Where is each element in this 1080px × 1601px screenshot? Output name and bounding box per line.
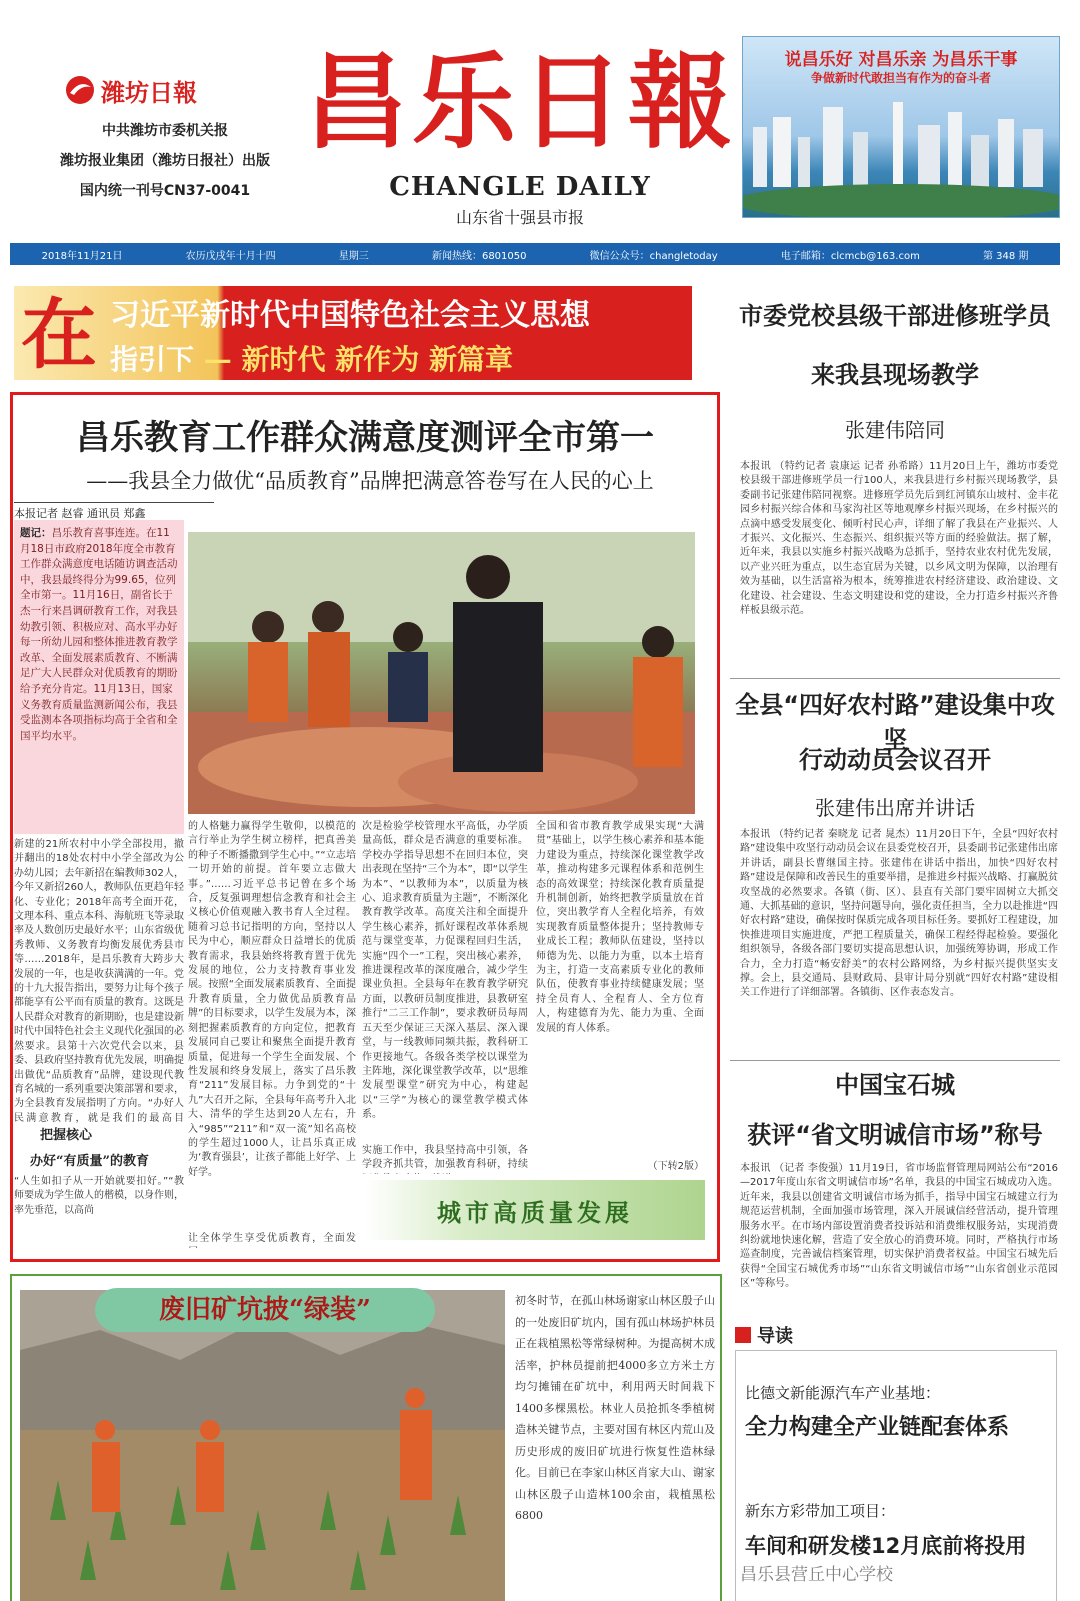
article1-text: 本报讯 （特约记者 袁康运 记者 孙希路）11月20日上午，潍坊市委党校县级干部进修班学员一行100人，来我县进行乡村振兴现场教学，县委副书记张建伟陪同视察。进修班学员先后到红河镇东山坡村、金丰花园乡村振兴综合体和马家沟社区等地观摩乡村振兴现场，在乡村振兴的点滴中感受发展变化、倾听村民心声，详细了解了我县在产业振兴、人才振兴、文化振兴、生态振兴、组织振兴等方面的经验做法。据了解，近年来，我县以实施乡村振兴战略为总抓手，坚持农业农村优先发展，以产业兴旺为重点，以生态宜居为关键，以乡风文明为保障，以治理有效为基础，以生活富裕为根本，统筹推进农村经济建设、政治建设、文化建设、社会建设、生态文明建设和党的建设，全力打造乡村振兴齐鲁样板县级示范。 [740,461,1058,617]
article3-text: 本报讯 （记者 李俊强）11月19日，省市场监督管理局网站公布“2016—2017年度山东省文明诚信市场”名单，我县的中国宝石城成功入选。近年来，我县以创建省文明诚信市场为抓手，指导中国宝石城建立行为规范运营机制，全面加强市场管理，深入开展诚信经营活动，提升管理服务水平。在市场内部设置消费者投诉站和消费维权服务站，实现消费纠纷就地快速化解，营造了安全放心的消费环境。同时，严格执行市场巡查制度，完善诚信档案管理，切实保护消费者权益。中国宝石城先后获得“全国宝石城优秀市场”“山东省文明诚信市场”“山东省创业示范园区”等称号。 [740,1163,1058,1290]
article1-title3: 张建伟陪同 [845,418,945,442]
org-line2: 潍坊报业集团（潍坊日报社）出版 [60,153,270,169]
newspaper-subtitle: 山东省十强县市报 [455,208,584,227]
guide-heading [735,1322,855,1348]
guide2-title[interactable]: 车间和研发楼12月底前将投用 [745,1534,1027,1558]
org-line3: 国内统一刊号CN37-0041 [79,183,251,199]
article3-title1: 中国宝石城 [835,1071,955,1099]
weifang-daily-logo [65,70,245,110]
city-skyline-illustration [743,97,1059,217]
article2-title2: 行动动员会议召开 [799,746,991,774]
lead-column-3-end: 实施工作中，我县坚持高中引领，各学段齐抓共管，加强教育科研，持续 [362,1145,528,1171]
wechat-account: 微信公众号：changletoday [589,250,718,262]
guide-label: 导读 [757,1326,793,1347]
ad-slogan-sub: 争做新时代敢担当有作为的奋斗者 [810,71,991,85]
lead-column-3: 次是检验学校管理水平高低，办学质量高低，群众是否满意的重要标准。学校办学指导思想不在回归本位，突出表现在坚持“三个为本”，即“以学生为本”、“以教师为本”，以质量为核心、追求教育质量为主题”，不断深化教育教学改革。高度关注和全面提升学生核心素养，抓好课程改革体系规范与课堂变革，力促课程回归生活，实施“四个一”工程，突出核心素养，推进课程改革的深度融合，减少学生课业负担。全县每年在教育教学研究方面，以教研员制度推进，县教研室推行“二三工作制”，要求教研员每周五天至少保证三天深入基层、深入课堂，与一线教师同频共振，教科研工作更接地气。各级各类学校以课堂为主阵地，深化课堂教学改革，以“思维发展型课堂”研究为中心，构建起以“三学”为核心的课堂教学模式体系。 [362,821,528,1121]
right-separator-1 [730,678,1060,679]
banner-zai-character: 在 [21,290,97,379]
banner-line1: 习近平新时代中国特色社会主义思想 [110,298,590,333]
bottom-feature-title: 废旧矿坑披“绿装” [95,1288,435,1332]
guide1-title[interactable]: 全力构建全产业链配套体系 [745,1415,1010,1440]
article1-title2: 来我县现场教学 [811,361,979,389]
bird-logo-icon [65,75,95,105]
guide1-kicker[interactable]: 比德文新能源汽车产业基地： [745,1384,941,1402]
article1-title1: 市委党校县级干部进修班学员 [739,302,1051,330]
article2-text: 本报讯 （特约记者 秦晓龙 记者 晁杰）11月20日下午，全县“四好农村路”建设集中攻坚行动动员会议在县委党校召开，县委副书记张建伟出席并讲话，副县长曹继国主持。张建伟在讲话中指出，加快“四好农村路”建设是保障和改善民生的重要举措，是推进乡村振兴战略、打赢脱贫攻坚战的必然要求。各镇（街、区）、县直有关部门要牢固树立大抓交通、大抓基础的意识，坚持问题导向，强化责任担当，全力以赴推进“四好农村路”建设，确保按时保质完成各项目标任务。要抓好工程建设，加快推进项目实施进度，严把工程质量关，确保工程经得起检验。要强化组织领导，各级各部门要切实提高思想认识，加强统筹协调，形成工作合力，全力打造“畅安舒美”的农村公路网络，为乡村振兴提供坚实支撑。会上，县交通局、县财政局、县审计局分别就“四好农村路”建设相关工作进行了详细部署。各镇街、区作表态发言。 [740,829,1058,999]
lead-byline: 本报记者 赵睿 通讯员 郑鑫 [14,502,214,521]
email: 电子邮箱：clcmcb@163.com [780,250,920,262]
ad-slogan: 说昌乐好 对昌乐亲 为昌乐干事 [784,50,1018,70]
lead-subheadline: ——我县全力做优“品质教育”品牌把满意答卷写在人民的心上 [86,469,654,493]
teacher-children-photo [188,532,695,814]
banner-guidance: 指引下 [110,343,195,376]
lunar-date: 农历戊戌年十月十四 [185,250,276,262]
article3-title2: 获评“省文明诚信市场”称号 [747,1121,1043,1149]
masthead-ad [742,36,1060,218]
org-line1: 中共潍坊市委机关报 [102,123,228,139]
lead-headline: 昌乐教育工作群众满意度测评全市第一 [76,418,654,458]
guide-marker-icon [735,1327,751,1343]
newspaper-title-english: CHANGLE DAILY [389,172,651,202]
guide2-kicker[interactable]: 新东方彩带加工项目： [745,1502,896,1520]
date-bar [10,243,1060,265]
lead-summary [14,520,184,834]
right-separator-2 [730,1060,1060,1061]
city-quality-label: 城市高质量发展 [365,1180,705,1240]
wechat-watermark: 昌乐县营丘中心学校 [740,1565,893,1585]
article2-title3: 张建伟出席并讲话 [815,796,975,820]
newspaper-title: 昌乐日報 [303,40,736,163]
summary-text: 昌乐教育喜事连连。在11月18日市政府2018年度全市教育工作群众满意度电话随访调查活动中，我县最终得分为99.65，位列全市第一。11月16日，副省长于杰一行来昌调研教育工作，对我县幼教引领、积极应对、高水平办好每一所幼儿园和整体推进教育教学改革、全面发展素质教育、不断满足广大人民群众对优质教育的期盼给予充分肯定。11月13日，国家义务教育质量监测新闻公布，我县受监测本各项指标均高于全省和全国平均水平。 [20,527,178,742]
lead-section-head: 把握核心 [40,1128,93,1143]
lead-column-2-end: 让全体学生享受优质教育，全面发 [188,1233,356,1244]
issue-date: 2018年11月21日 [41,250,123,262]
banner-line2 [110,338,690,378]
reforestation-photo [20,1290,505,1601]
photo-illustration-2 [20,1290,505,1601]
lead-column-1: 新建的21所农村中小学全部投用，撤并翻出的18处农村中小学全部改为公办幼儿园；去年新招在编教师302人，今年又新招260人，教师队伍更趋年轻化、专业化；2018年高考全面开花，文理本科、重点本科、海航班飞等录取率及人数创历史最好水平；山东省级优秀教师、义务教育均衡发展优秀县市等……2018年，是昌乐教育大跨步大发展的一年，也是收获满满的一年。党的十九大报告指出，要努力让每个孩子都能享有公平而有质量的教育。这既是人民群众对教育的新期盼，也是建设新时代中国特色社会主义现代化强国的必然要求。县第十六次党代会以来，县委、县政府坚持教育优先发展，明确提出做优“品质教育”品牌，建设现代教育名城的一系列重要决策部署和要求，为全县教育发展指明了方向。“办好人民满意教育，就是我们的最高目 [14,839,184,1123]
lead-column-1-end: “人生如扣子从一开始就要扣好。”“教师要成为学生做人的楷模，以身作则，率先垂范，以高尚 [14,1176,184,1216]
summary-label: 题记： [20,527,52,539]
continued-note: （下转2版） [647,1161,704,1172]
article2-title1: 全县“四好农村路”建设集中攻坚 [735,691,1055,754]
lead-section-subhead: 办好“有质量”的教育 [30,1154,149,1169]
issue-number: 第 348 期 [982,250,1029,262]
lead-column-4: 全国和省市教育教学成果实现“大满贯”基础上，以学生核心素养和基本能力建设为重点，持续深化课堂教学改革，推动构建多元课程体系和范例生态的高效课堂；持续深化教育质量提升机制创新，始终把教学质量放在首位，突出教学育人全程化培养，有效实现教育质量整体提升；坚持教师专业成长工程；教师队伍建设，坚持以师德为先、以能力为重，以本土培育为主，打造一支高素质专业化的教师队伍，使教育事业持续健康发展；坚持全员育人、全程育人、全方位育人，构建德育为先、能力为重、全面发展的育人体系。 [536,821,704,1034]
lead-column-2: 的人格魅力赢得学生敬仰，以模范的言行举止为学生树立榜样，把真善美的种子不断播撒到学生心中。”“立志培一切开始的前提。首年要立志做大事。”……习近平总书记曾在多个场合，反复强调理想信念教育和社会主义核心价值观融入教书育人全过程。随着习总书记指明的方向，坚持以人民为中心，顺应群众日益增长的优质教育需求，我县始终将教育置于优先发展的地位，公力支持教育事业发展。按照“全面发展素质教育、全面提升教育质量，全力做优品质教育品牌”的目标要求，以学生发展为本，深刻把握素质教育的方向定位，把教育发展同自己要让和聚焦全面提升教育质量，促进每一个学生全面发展、个性发展和终身发展上，落实了昌乐教育“211”发展目标。力争到党的“十九”大召开之际，全县每年高考升入北大、清华的学生达到20人左右，升入“985”“211”和“双一流”知名高校的学生超过1000人，让昌乐真正成为‘教育强县’，让孩子都能上好学、上好学。 [188,821,356,1178]
photo-illustration [188,532,695,814]
weifang-daily-name: 潍坊日報 [101,77,197,107]
bottom-feature-text: 初冬时节，在孤山林场谢家山林区殷子山的一处废旧矿坑内，国有孤山林场护林员正在栽植黑松等常绿树种。为提高树木成活率，护林员提前把4000多立方米土方均匀摊铺在矿坑中，利用两天时间栽下1400多棵黑松。林业人员抢抓冬季植树造林关键节点，主要对国有林区内荒山及历史形成的废旧矿坑进行恢复性造林绿化。目前已在李家山林区肖家大山、谢家山林区殷子山造林100余亩，栽植黑松6800 [515,1294,715,1522]
news-hotline: 新闻热线：6801050 [431,250,527,262]
weekday: 星期三 [338,250,369,262]
banner-slogan: — 新时代 新作为 新篇章 [194,343,514,376]
